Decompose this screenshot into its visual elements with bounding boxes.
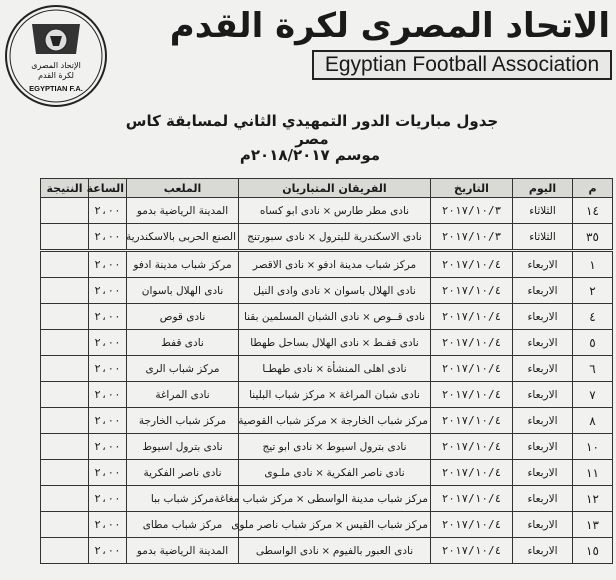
match-stadium: مركز شباب مدينة ادفو: [127, 251, 239, 278]
match-number: ١: [573, 251, 613, 278]
match-day: الاربعاء: [513, 512, 573, 538]
match-result: [41, 382, 89, 408]
home-team: نادى قــوص: [373, 310, 426, 323]
away-team: نادى وادى النيل: [253, 284, 321, 297]
column-header-time: الساعة: [89, 179, 127, 198]
match-result: [41, 224, 89, 251]
column-header-date: التاريخ: [431, 179, 513, 198]
match-stadium: مركز شباب ببا: [127, 486, 239, 512]
match-teams: نادى شبان المراغة×مركز شباب البلينا: [239, 382, 431, 408]
match-stadium: نادى ناصر الفكرية: [127, 460, 239, 486]
match-number: ٢: [573, 278, 613, 304]
match-day: الاربعاء: [513, 330, 573, 356]
svg-text:الإتحاد المصرى: الإتحاد المصرى: [31, 61, 81, 70]
match-date: ٢٠١٧/١٠/٤: [431, 460, 513, 486]
match-stadium: الصنع الحربى بالاسكندرية: [127, 224, 239, 251]
match-teams: نادى قــوص×نادى الشبان المسلمين بقنا: [239, 304, 431, 330]
home-team: نادى بترول اسيوط: [326, 440, 407, 453]
match-teams: نادى العبور بالفيوم×نادى الواسطى: [239, 538, 431, 564]
match-date: ٢٠١٧/١٠/٣: [431, 224, 513, 251]
match-date: ٢٠١٧/١٠/٤: [431, 434, 513, 460]
match-teams: نادى اهلى المنشأة×نادى طهطـا: [239, 356, 431, 382]
match-result: [41, 460, 89, 486]
match-day: الاربعاء: [513, 356, 573, 382]
away-team: نادى ملـوى: [264, 466, 313, 479]
match-result: [41, 251, 89, 278]
match-time: ٢،٠٠: [89, 278, 127, 304]
home-team: نادى مطر طارس: [333, 204, 410, 217]
table-row: [41, 460, 613, 486]
match-stadium: مركز شباب الرى: [127, 356, 239, 382]
match-result: [41, 198, 89, 224]
match-number: ١٢: [573, 486, 613, 512]
match-day: الاربعاء: [513, 278, 573, 304]
table-row: [41, 356, 613, 382]
match-time: ٢،٠٠: [89, 538, 127, 564]
table-row: [41, 198, 613, 224]
match-teams: مركز شباب القيس×مركز شباب ناصر ملوى: [239, 512, 431, 538]
document-title: جدول مباريات الدور التمهيدي الثاني لمسابقة كاس مصر: [125, 112, 499, 148]
match-number: ٣٥: [573, 224, 613, 251]
svg-text:لكرة القدم: لكرة القدم: [38, 71, 74, 80]
match-day: الاربعاء: [513, 538, 573, 564]
match-day: الاربعاء: [513, 382, 573, 408]
match-time: ٢،٠٠: [89, 408, 127, 434]
home-team: نادى شبان المراغة: [339, 388, 420, 401]
match-date: ٢٠١٧/١٠/٤: [431, 330, 513, 356]
match-date: ٢٠١٧/١٠/٤: [431, 251, 513, 278]
column-header-stadium: الملعب: [127, 179, 239, 198]
table-row: [41, 538, 613, 564]
match-date: ٢٠١٧/١٠/٤: [431, 304, 513, 330]
match-result: [41, 330, 89, 356]
column-header-teams: الفريقان المتباريان: [239, 179, 431, 198]
match-number: ٤: [573, 304, 613, 330]
match-result: [41, 408, 89, 434]
match-result: [41, 278, 89, 304]
match-stadium: المدينة الرياضية بدمو: [127, 538, 239, 564]
match-time: ٢،٠٠: [89, 330, 127, 356]
match-day: الاربعاء: [513, 408, 573, 434]
match-day: الاربعاء: [513, 486, 573, 512]
match-date: ٢٠١٧/١٠/٤: [431, 278, 513, 304]
column-header-num: م: [573, 179, 613, 198]
match-date: ٢٠١٧/١٠/٤: [431, 356, 513, 382]
match-time: ٢،٠٠: [89, 198, 127, 224]
match-day: الثلاثاء: [513, 224, 573, 251]
match-teams: نادى بترول اسيوط×نادى ابو تيج: [239, 434, 431, 460]
match-time: ٢،٠٠: [89, 224, 127, 251]
match-result: [41, 512, 89, 538]
away-team: نادى الهلال بساحل طهطا: [250, 336, 360, 349]
match-time: ٢،٠٠: [89, 512, 127, 538]
match-number: ٧: [573, 382, 613, 408]
match-stadium: مركز شباب مطاى: [127, 512, 239, 538]
match-stadium: نادى المراغة: [127, 382, 239, 408]
match-stadium: نادى الهلال باسوان: [127, 278, 239, 304]
match-date: ٢٠١٧/١٠/٤: [431, 538, 513, 564]
home-team: نادى الاسكندرية للبترول: [318, 230, 422, 243]
table-row: [41, 330, 613, 356]
away-team: نادى الشبان المسلمين بقنا: [243, 310, 360, 323]
match-teams: نادى الاسكندرية للبترول×نادى سبورتنج: [239, 224, 431, 251]
column-header-result: النتيجة: [41, 179, 89, 198]
match-number: ١١: [573, 460, 613, 486]
match-date: ٢٠١٧/١٠/٤: [431, 382, 513, 408]
match-time: ٢،٠٠: [89, 251, 127, 278]
away-team: مركز شباب البلينا: [249, 388, 326, 401]
match-number: ١٣: [573, 512, 613, 538]
match-teams: نادى الهلال باسوان×نادى وادى النيل: [239, 278, 431, 304]
table-row: [41, 382, 613, 408]
match-time: ٢،٠٠: [89, 382, 127, 408]
match-teams: مركز شباب مدينة الواسطى×مركز شباب مغاغة: [239, 486, 431, 512]
organization-name-english: Egyptian Football Association: [312, 50, 612, 80]
table-row: [41, 304, 613, 330]
match-number: ٨: [573, 408, 613, 434]
match-number: ١٤: [573, 198, 613, 224]
home-team: نادى العبور بالفيوم: [332, 544, 414, 557]
match-time: ٢،٠٠: [89, 356, 127, 382]
match-teams: نادى مطر طارس×نادى ابو كساه: [239, 198, 431, 224]
match-day: الاربعاء: [513, 251, 573, 278]
svg-text:EGYPTIAN F.A.: EGYPTIAN F.A.: [29, 84, 83, 93]
match-day: الاربعاء: [513, 434, 573, 460]
match-teams: مركز شباب الخارجة×مركز شباب القوصية: [239, 408, 431, 434]
match-teams: مركز شباب مدينة ادفو×نادى الاقصر: [239, 251, 431, 278]
table-row: [41, 224, 613, 251]
match-teams: نادى قفـط×نادى الهلال بساحل طهطا: [239, 330, 431, 356]
home-team: مركز شباب القيس: [346, 518, 428, 531]
season-subtitle: موسم ٢٠١٨/٢٠١٧م: [239, 146, 381, 164]
match-number: ١٠: [573, 434, 613, 460]
match-stadium: نادى قوص: [127, 304, 239, 330]
away-team: مركز شباب مغاغة: [214, 492, 294, 505]
table-row: [41, 278, 613, 304]
table-row: [41, 512, 613, 538]
table-row: [41, 251, 613, 278]
efa-logo: [2, 2, 110, 110]
match-result: [41, 486, 89, 512]
match-stadium: مركز شباب الخارجة: [127, 408, 239, 434]
match-result: [41, 304, 89, 330]
fixtures-table: [40, 178, 613, 564]
table-row: [41, 434, 613, 460]
away-team: مركز شباب ناصر ملوى: [231, 518, 333, 531]
match-result: [41, 356, 89, 382]
home-team: مركز شباب مدينة الواسطى: [307, 492, 428, 505]
away-team: نادى سبورتنج: [247, 230, 305, 243]
match-date: ٢٠١٧/١٠/٤: [431, 408, 513, 434]
match-time: ٢،٠٠: [89, 434, 127, 460]
match-day: الاربعاء: [513, 460, 573, 486]
home-team: مركز شباب الخارجة: [340, 414, 428, 427]
match-stadium: المدينة الرياضية بدمو: [127, 198, 239, 224]
home-team: نادى اهلى المنشأة: [326, 362, 407, 375]
match-stadium: نادى بترول اسيوط: [127, 434, 239, 460]
match-day: الثلاثاء: [513, 198, 573, 224]
match-time: ٢،٠٠: [89, 486, 127, 512]
home-team: نادى قفـط: [373, 336, 419, 349]
away-team: نادى الاقصر: [252, 258, 304, 271]
organization-name-arabic: الاتحاد المصرى لكرة القدم: [169, 6, 610, 46]
away-team: نادى ابو كساه: [259, 204, 320, 217]
away-team: نادى الواسطى: [255, 544, 319, 557]
match-stadium: نادى قفط: [127, 330, 239, 356]
table-header-row: [41, 179, 613, 198]
away-team: نادى ابو تيج: [262, 440, 313, 453]
table-row: [41, 408, 613, 434]
match-number: ٦: [573, 356, 613, 382]
match-result: [41, 538, 89, 564]
match-date: ٢٠١٧/١٠/٤: [431, 486, 513, 512]
match-time: ٢،٠٠: [89, 304, 127, 330]
match-date: ٢٠١٧/١٠/٣: [431, 198, 513, 224]
away-team: مركز شباب القوصية: [238, 414, 327, 427]
match-time: ٢،٠٠: [89, 460, 127, 486]
match-teams: نادى ناصر الفكرية×نادى ملـوى: [239, 460, 431, 486]
match-number: ٥: [573, 330, 613, 356]
home-team: نادى الهلال باسوان: [334, 284, 416, 297]
match-date: ٢٠١٧/١٠/٤: [431, 512, 513, 538]
match-day: الاربعاء: [513, 304, 573, 330]
match-result: [41, 434, 89, 460]
match-number: ١٥: [573, 538, 613, 564]
table-row: [41, 486, 613, 512]
home-team: نادى ناصر الفكرية: [326, 466, 405, 479]
home-team: مركز شباب مدينة ادفو: [318, 258, 417, 271]
column-header-day: اليوم: [513, 179, 573, 198]
away-team: نادى طهطـا: [262, 362, 313, 375]
